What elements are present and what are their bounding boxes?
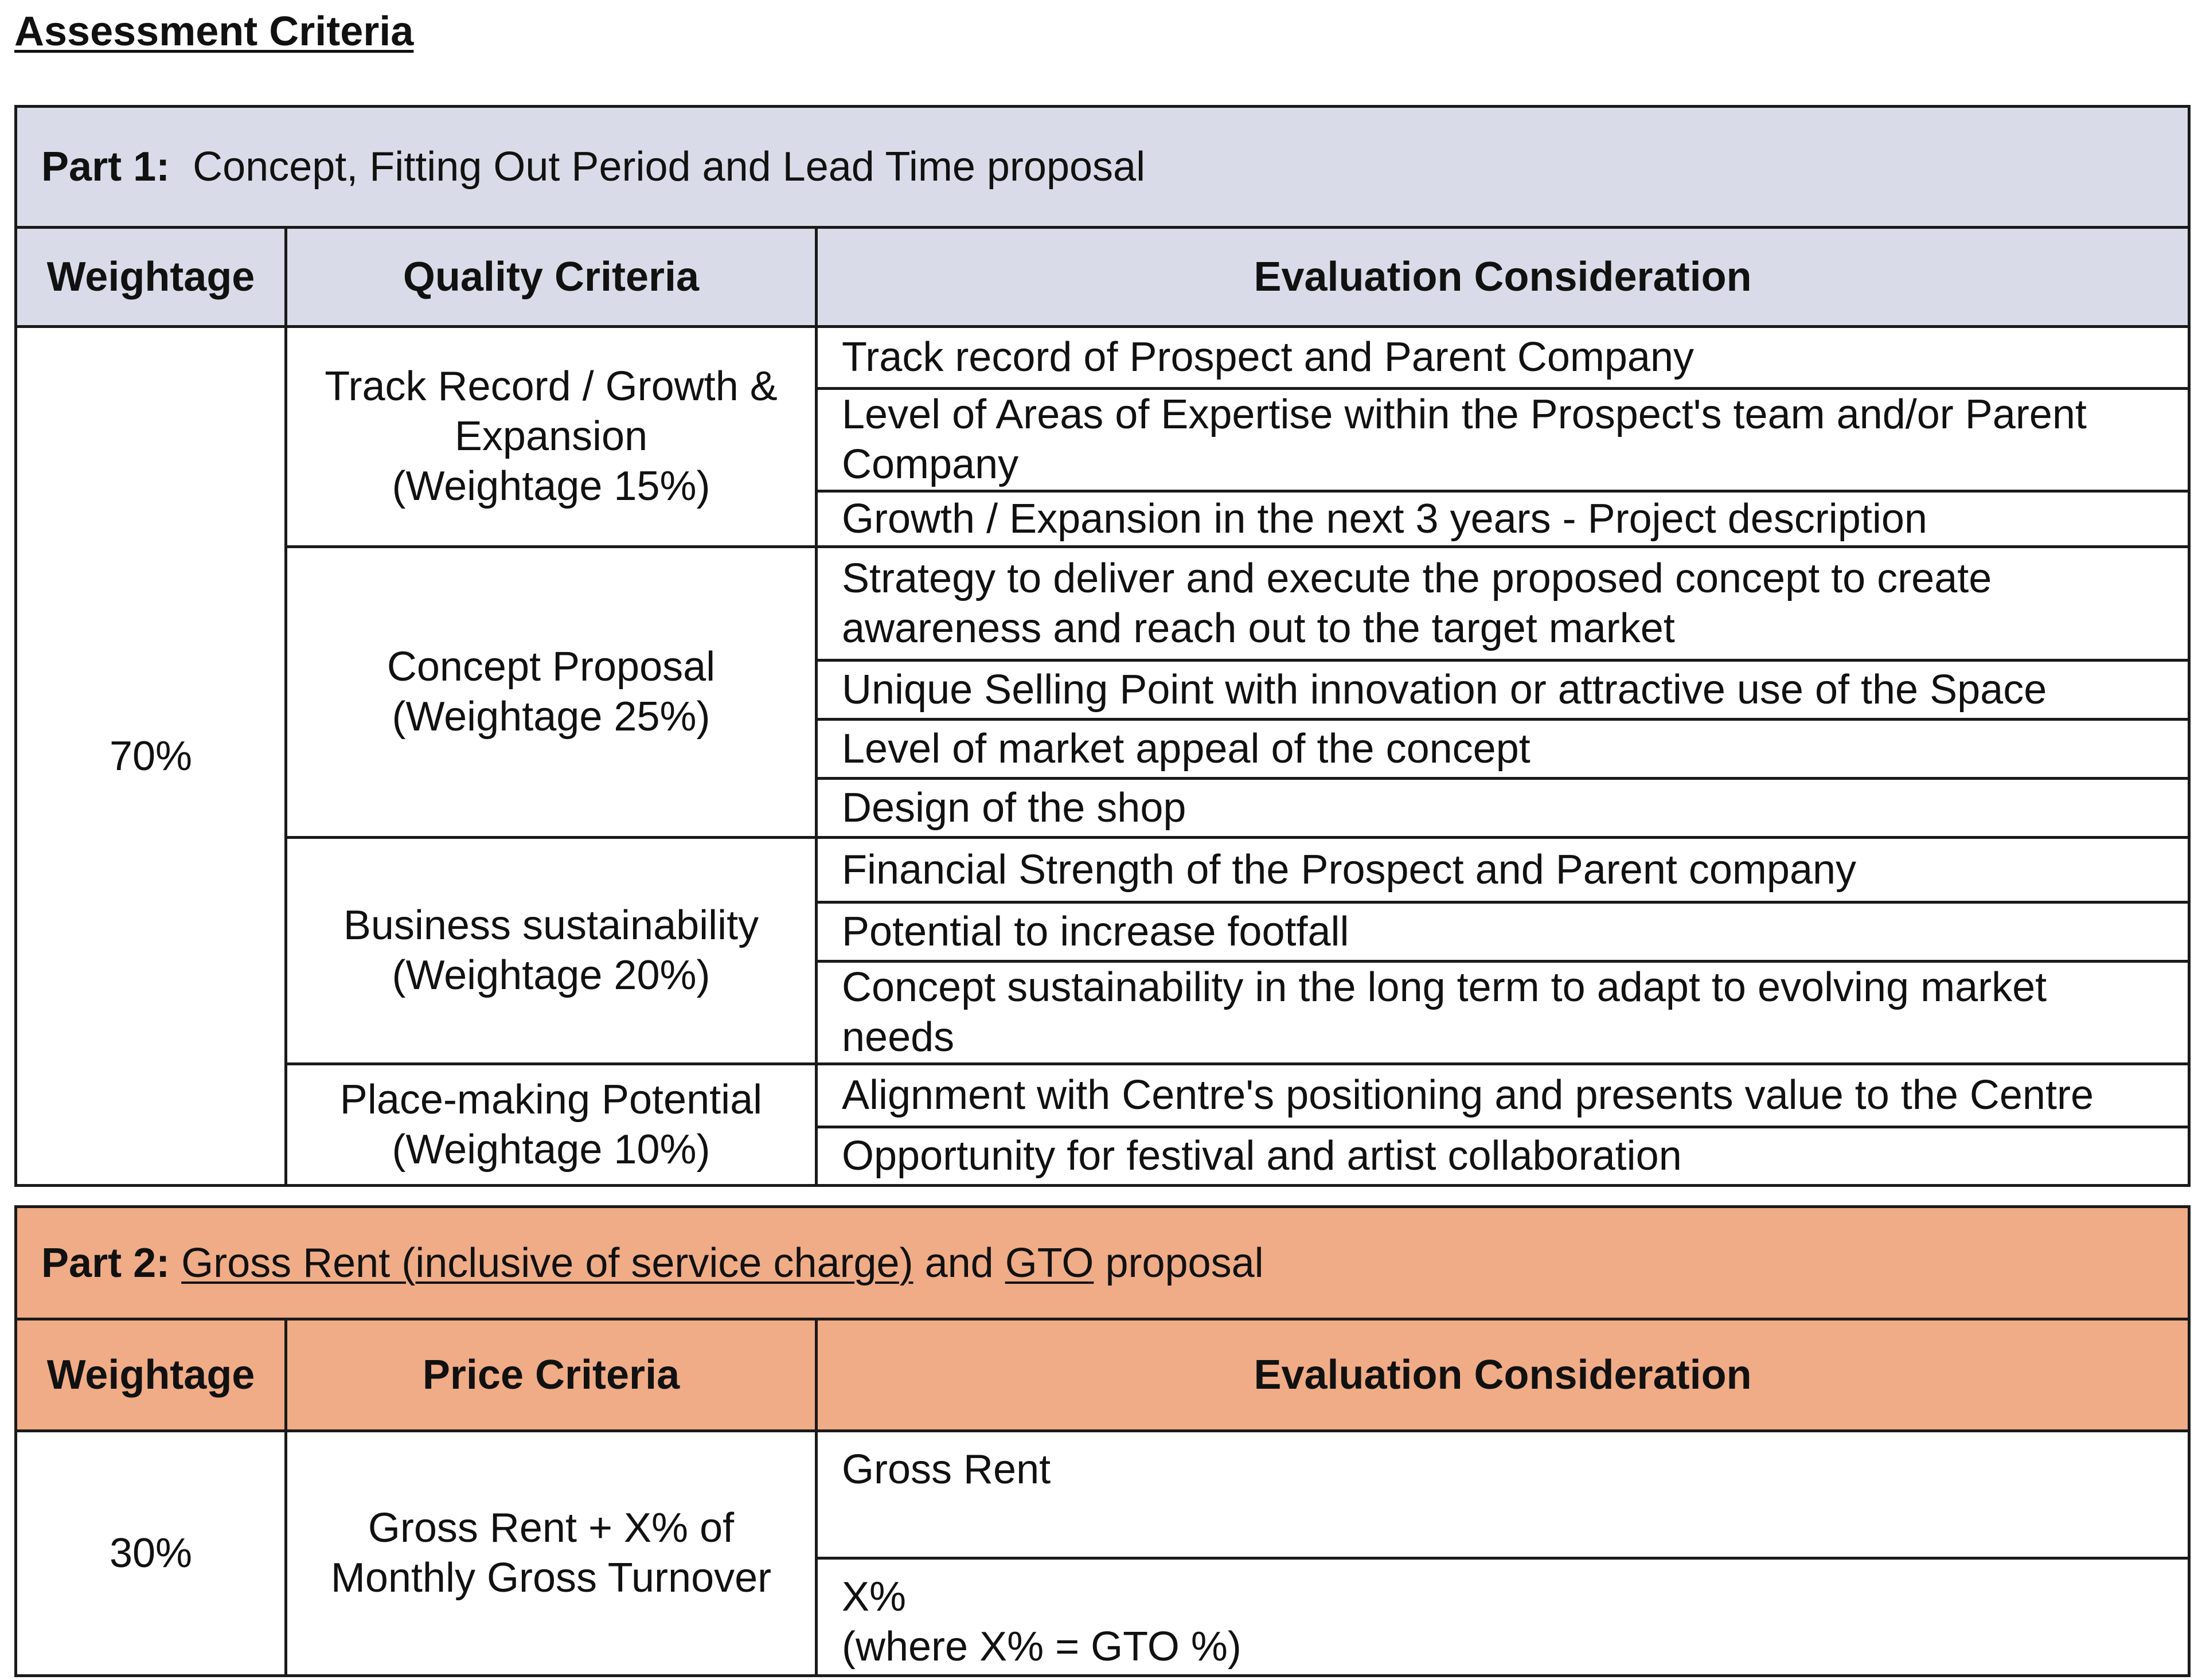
evaluation-item (817, 720, 2189, 779)
evaluation-text: Level of Areas of Expertise within the Prospect's team and/or Parent (842, 392, 2087, 437)
evaluation-text: (where X% = GTO %) (842, 1624, 1241, 1670)
criteria-line: (Weightage 15%) (392, 463, 710, 509)
criteria-line: Monthly Gross Turnover (330, 1555, 772, 1601)
part1-banner (16, 107, 2189, 228)
evaluation-text: Financial Strength of the Prospect and Parent company (842, 846, 1857, 893)
criteria-business-sustainability (286, 838, 817, 1064)
evaluation-item (817, 962, 2189, 1064)
criteria-line: Track Record / Growth & (325, 364, 778, 409)
gross-rent-link[interactable]: Gross Rent (inclusive of service charge) (181, 1240, 913, 1286)
evaluation-item (817, 491, 2189, 547)
page-title: Assessment Criteria (14, 9, 414, 54)
evaluation-text: Company (842, 442, 1019, 487)
part1-weightage-cell: 70% (16, 327, 286, 1186)
criteria-line: Place-making Potential (339, 1076, 763, 1123)
evaluation-item (817, 1127, 2189, 1186)
part2-and: and (924, 1240, 994, 1286)
evaluation-item (817, 327, 2189, 389)
evaluation-item (817, 902, 2189, 962)
evaluation-item (817, 547, 2189, 661)
part1-title: Concept, Fitting Out Period and Lead Time proposal (193, 144, 1146, 190)
part2-header-weightage: Weightage (16, 1319, 286, 1431)
criteria-track-record (286, 327, 817, 547)
part1-header-evaluation: Evaluation Consideration (817, 228, 2189, 327)
criteria-line: (Weightage 25%) (392, 694, 710, 740)
evaluation-text: Unique Selling Point with innovation or attractive use of the Space (842, 666, 2047, 713)
part2-label: Part 2: (41, 1240, 170, 1286)
evaluation-text: Gross Rent (842, 1447, 1051, 1493)
evaluation-item (817, 1064, 2189, 1127)
evaluation-text: needs (842, 1014, 955, 1060)
evaluation-item (817, 779, 2189, 838)
criteria-concept-proposal (286, 547, 817, 838)
evaluation-text: Design of the shop (842, 784, 1186, 831)
evaluation-item (817, 661, 2189, 720)
criteria-line: Expansion (454, 413, 648, 459)
part2-banner (16, 1207, 2189, 1319)
evaluation-text: Opportunity for festival and artist collaboration (842, 1133, 1682, 1179)
part2-header-evaluation: Evaluation Consideration (817, 1319, 2189, 1431)
evaluation-item (817, 1431, 2189, 1558)
part2-tail: proposal (1105, 1240, 1264, 1286)
evaluation-text: Concept sustainability in the long term to adapt to evolving market (842, 964, 2047, 1010)
evaluation-text: X% (842, 1574, 907, 1620)
part1-header-criteria: Quality Criteria (286, 228, 817, 327)
part2-table (14, 1205, 2191, 1677)
evaluation-item (817, 838, 2189, 902)
criteria-gross-rent (286, 1431, 817, 1676)
criteria-line: (Weightage 10%) (392, 1126, 710, 1173)
part1-table (14, 105, 2191, 1187)
evaluation-text: Alignment with Centre's positioning and presents value to the Centre (842, 1072, 2094, 1118)
part2-header-criteria: Price Criteria (286, 1319, 817, 1431)
gto-link[interactable]: GTO (1005, 1240, 1094, 1286)
evaluation-text: Potential to increase footfall (842, 908, 1349, 955)
evaluation-text: Level of market appeal of the concept (842, 725, 1531, 772)
evaluation-text: Growth / Expansion in the next 3 years - Project description (842, 495, 1927, 542)
part1-header-weightage: Weightage (16, 228, 286, 327)
evaluation-item (817, 1558, 2189, 1676)
evaluation-text: awareness and reach out to the target market (842, 605, 1675, 651)
criteria-line: Concept Proposal (386, 644, 716, 690)
part2-weightage-cell: 30% (16, 1431, 286, 1676)
criteria-place-making (286, 1064, 817, 1186)
evaluation-text: Track record of Prospect and Parent Company (842, 334, 1695, 380)
criteria-line: Gross Rent + X% of (368, 1505, 735, 1551)
evaluation-item (817, 389, 2189, 491)
evaluation-text: Strategy to deliver and execute the proposed concept to create (842, 555, 1992, 601)
criteria-line: (Weightage 20%) (392, 952, 710, 998)
criteria-line: Business sustainability (343, 902, 759, 948)
part1-label: Part 1: (41, 144, 170, 190)
